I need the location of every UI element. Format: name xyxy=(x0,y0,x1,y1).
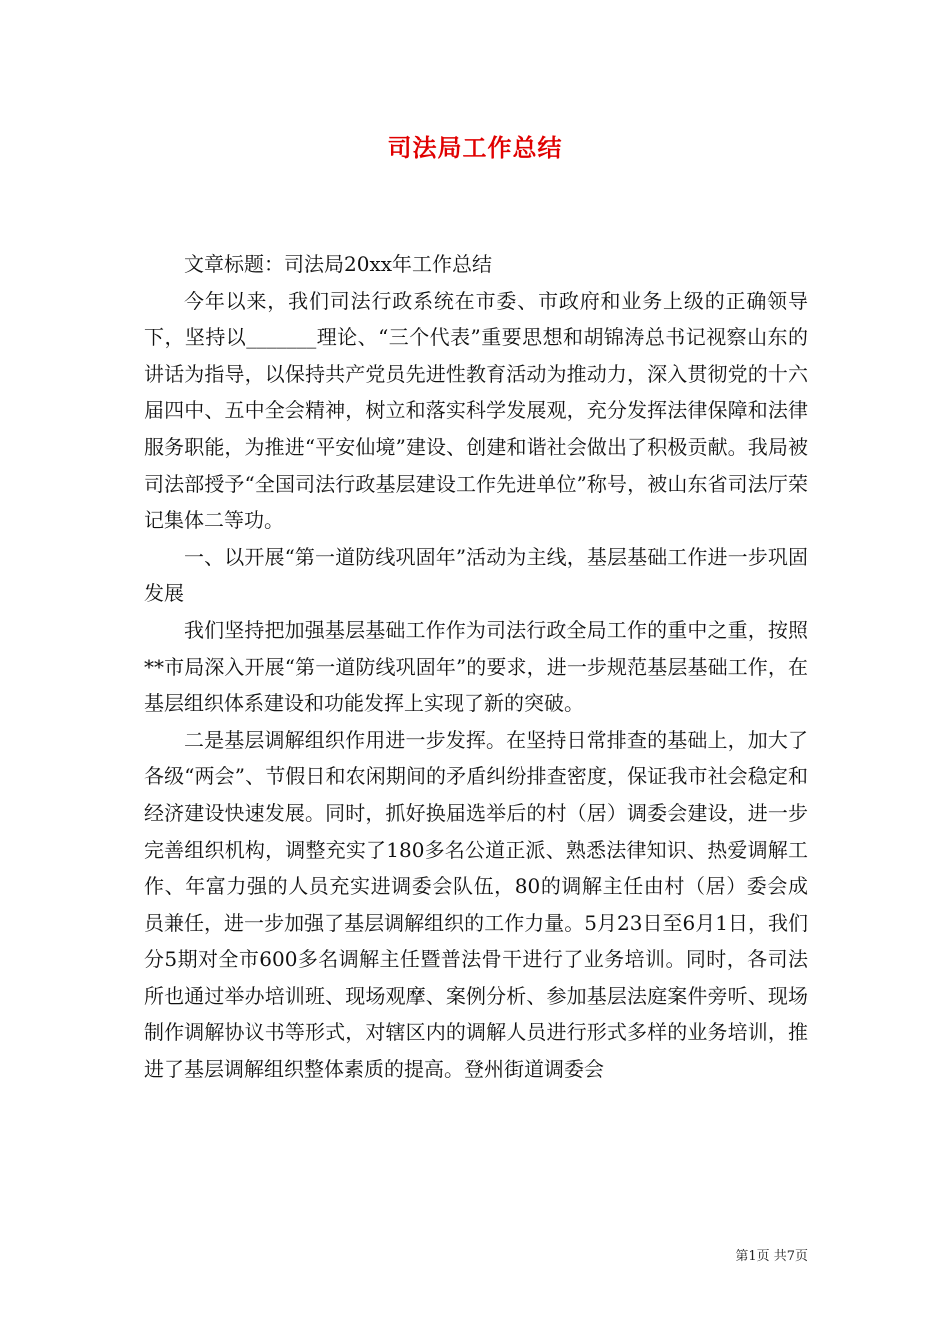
document-body xyxy=(144,246,808,1088)
document-title: 司法局工作总结 xyxy=(387,133,563,162)
intro-paragraph: 今年以来，我们司法行政系统在市委、市政府和业务上级的正确领导下，坚持以_______理论、“三个代表”重要思想和胡锦涛总书记视察山东的讲话为指导，以保持共产党员先进性教育活动为推动力，深入贯彻党的十六届四中、五中全会精神，树立和落实科学发展观，充分发挥法律保障和法律服务职能，为推进“平安仙境”建设、创建和谐社会做出了积极贡献。我局被司法部授予“全国司法行政基层建设工作先进单位”称号，被山东省司法厅荣记集体二等功。 xyxy=(144,288,808,533)
body-paragraph: 二是基层调解组织作用进一步发挥。在坚持日常排查的基础上，加大了各级“两会”、节假日和农闲期间的矛盾纠纷排查密度，保证我市社会稳定和经济建设快速发展。同时，抓好换届选举后的村（居）调委会建设，进一步完善组织机构，调整充实了180多名公道正派、熟悉法律知识、热爱调解工作、年富力强的人员充实进调委会队伍，80的调解主任由村（居）委会成员兼任，进一步加强了基层调解组织的工作力量。5月23日至6月1日，我们分5期对全市600多名调解主任暨普法骨干进行了业务培训。同时，各司法所也通过举办培训班、现场观摩、案例分析、参加基层法庭案件旁听、现场制作调解协议书等形式，对辖区内的调解人员进行形式多样的业务培训，推进了基层调解组织整体素质的提高。登州街道调委会 xyxy=(144,727,808,1082)
section-heading-paragraph: 一、以开展“第一道防线巩固年”活动为主线，基层基础工作进一步巩固发展 xyxy=(144,544,808,606)
body-paragraph: 我们坚持把加强基层基础工作作为司法行政全局工作的重中之重，按照**市局深入开展“第一道防线巩固年”的要求，进一步规范基层基础工作，在基层组织体系建设和功能发挥上实现了新的突破。 xyxy=(144,617,808,716)
article-heading-paragraph: 文章标题：司法局20xx年工作总结 xyxy=(184,252,493,276)
page-number-footer: 第1页 共7页 xyxy=(735,1249,808,1264)
